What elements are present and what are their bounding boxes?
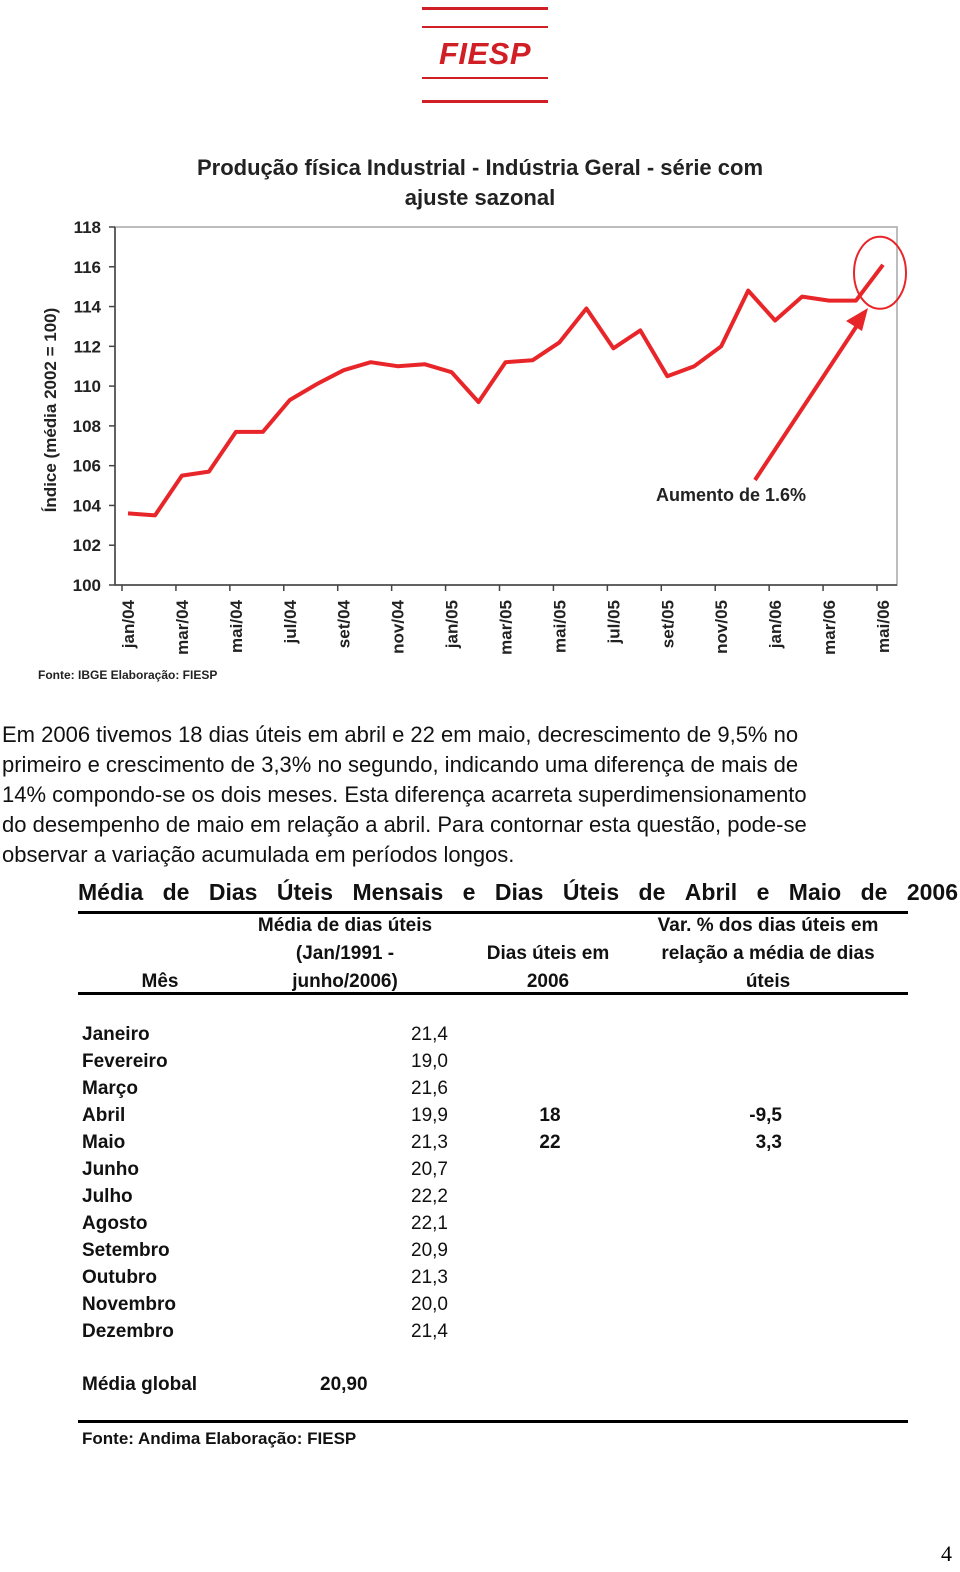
- row-media: 21,4: [411, 1024, 448, 1045]
- global-value: 20,90: [320, 1374, 368, 1395]
- y-tick-label: 108: [72, 416, 101, 436]
- x-tick-label: set/05: [658, 600, 678, 649]
- header-var: [628, 912, 908, 996]
- row-month: Maio: [82, 1132, 126, 1153]
- header-media-line: (Jan/1991 -: [295, 943, 395, 964]
- paragraph-line: do desempenho de maio em relação a abril. Para contornar esta questão, pode-se: [2, 812, 807, 837]
- header-media: [225, 912, 465, 996]
- row-media: 22,2: [411, 1186, 448, 1207]
- x-tick-label: mai/06: [874, 600, 893, 653]
- row-media: 21,3: [411, 1267, 448, 1288]
- x-tick-label: jan/05: [442, 600, 462, 649]
- y-tick-label: 102: [72, 536, 101, 556]
- y-tick-label: 110: [73, 377, 101, 397]
- table-title-word: Maio: [788, 879, 842, 905]
- row-var: -9,5: [749, 1105, 782, 1126]
- row-month: Novembro: [82, 1294, 176, 1315]
- row-month: Abril: [82, 1105, 126, 1126]
- x-tick-label: set/04: [334, 600, 354, 649]
- table-title-word: e: [756, 879, 770, 905]
- x-tick-label: mar/05: [496, 600, 516, 655]
- table-title-word: de: [860, 879, 888, 905]
- header-media-line: junho/2006): [292, 971, 398, 992]
- x-tick-label: nov/05: [712, 600, 732, 654]
- arrow-head: [846, 308, 868, 331]
- table-title-word: Úteis: [276, 879, 334, 905]
- paragraph-line: observar a variação acumulada em períodos longos.: [2, 842, 515, 867]
- row-media: 22,1: [411, 1213, 448, 1234]
- y-tick-label: 100: [72, 576, 101, 595]
- y-tick-label: 104: [72, 496, 101, 516]
- chart-title-line2: ajuste sazonal: [404, 185, 556, 210]
- x-tick-label: jul/05: [604, 600, 624, 644]
- header-dias-line: 2006: [526, 971, 570, 992]
- row-month: Junho: [82, 1159, 139, 1180]
- row-media: 19,9: [411, 1105, 448, 1126]
- table-header-rule: [78, 992, 908, 995]
- x-tick-label: mar/06: [820, 600, 840, 655]
- page-number: 4: [941, 1541, 952, 1566]
- table-title-word: Mensais: [352, 879, 444, 905]
- row-month: Janeiro: [82, 1024, 150, 1045]
- body-paragraph: [2, 720, 960, 870]
- table-bottom-rule: [78, 1420, 908, 1423]
- table-title-word: de: [162, 879, 190, 905]
- row-media: 21,6: [411, 1078, 448, 1099]
- paragraph-line: primeiro e crescimento de 3,3% no segundo, indicando uma diferença de mais de: [2, 752, 799, 777]
- annotation-arrow: [755, 318, 862, 480]
- header-media-line: Média de dias úteis: [257, 915, 433, 936]
- line-chart: [0, 0, 960, 700]
- x-tick-label: jan/04: [119, 600, 138, 649]
- y-tick-label: 116: [73, 257, 101, 277]
- row-month: Agosto: [82, 1213, 148, 1234]
- plot-frame: [115, 227, 897, 585]
- global-label: Média global: [82, 1374, 198, 1395]
- row-media: 20,7: [411, 1159, 448, 1180]
- table-title-word: Úteis: [562, 879, 620, 905]
- chart-title-line1: Produção física Industrial - Indústria Geral - série com: [196, 155, 764, 180]
- y-tick-label: 114: [73, 297, 101, 317]
- table-title-word: 2006: [906, 879, 958, 905]
- x-tick-label: mar/04: [172, 600, 192, 655]
- table-title: [78, 879, 958, 906]
- header-mes: Mês: [141, 971, 179, 992]
- row-media: 19,0: [411, 1051, 448, 1072]
- paragraph-line: 14% compondo-se os dois meses. Esta diferença acarreta superdimensionamento: [2, 782, 807, 807]
- row-month: Julho: [82, 1186, 133, 1207]
- series-line: [128, 265, 883, 516]
- row-month: Fevereiro: [82, 1051, 168, 1072]
- y-axis-label: Índice (média 2002 = 100): [41, 307, 60, 513]
- header-dias: [468, 940, 628, 996]
- y-tick-label: 112: [73, 337, 101, 357]
- header-var-line: relação a média de dias: [661, 943, 875, 964]
- row-media: 20,0: [411, 1294, 448, 1315]
- header-dias-line: Dias úteis em: [486, 943, 610, 964]
- x-tick-label: nov/04: [388, 600, 408, 654]
- row-dias: 22: [539, 1132, 561, 1153]
- table-title-word: Dias: [494, 879, 544, 905]
- annotation-text: Aumento de 1.6%: [656, 485, 807, 505]
- row-dias: 18: [539, 1105, 561, 1126]
- header-var-line: úteis: [745, 971, 791, 992]
- table-title-word: Média: [78, 879, 144, 905]
- x-tick-label: mai/05: [550, 600, 570, 653]
- y-tick-label: 118: [73, 218, 101, 237]
- logo-text: FIESP: [438, 36, 532, 71]
- chart-source: Fonte: IBGE Elaboração: FIESP: [38, 668, 218, 682]
- table-title-word: de: [638, 879, 666, 905]
- row-var: 3,3: [755, 1132, 782, 1153]
- y-tick-label: 106: [72, 456, 101, 476]
- row-media: 21,3: [411, 1132, 448, 1153]
- x-tick-label: mai/04: [226, 600, 246, 653]
- table-title-word: e: [462, 879, 476, 905]
- row-media: 20,9: [411, 1240, 448, 1261]
- table-source: Fonte: Andima Elaboração: FIESP: [82, 1429, 357, 1448]
- row-month: Dezembro: [82, 1321, 174, 1342]
- row-month: Setembro: [82, 1240, 170, 1261]
- row-month: Março: [82, 1078, 138, 1099]
- header-var-line: Var. % dos dias úteis em: [657, 915, 879, 936]
- highlight-circle: [854, 237, 906, 309]
- x-tick-label: jan/06: [766, 600, 786, 649]
- paragraph-line: Em 2006 tivemos 18 dias úteis em abril e 22 em maio, decrescimento de 9,5% no: [2, 722, 799, 747]
- row-media: 21,4: [411, 1321, 448, 1342]
- table-title-word: Dias: [208, 879, 258, 905]
- table-title-word: Abril: [684, 879, 738, 905]
- row-month: Outubro: [82, 1267, 157, 1288]
- x-tick-label: jul/04: [280, 600, 300, 644]
